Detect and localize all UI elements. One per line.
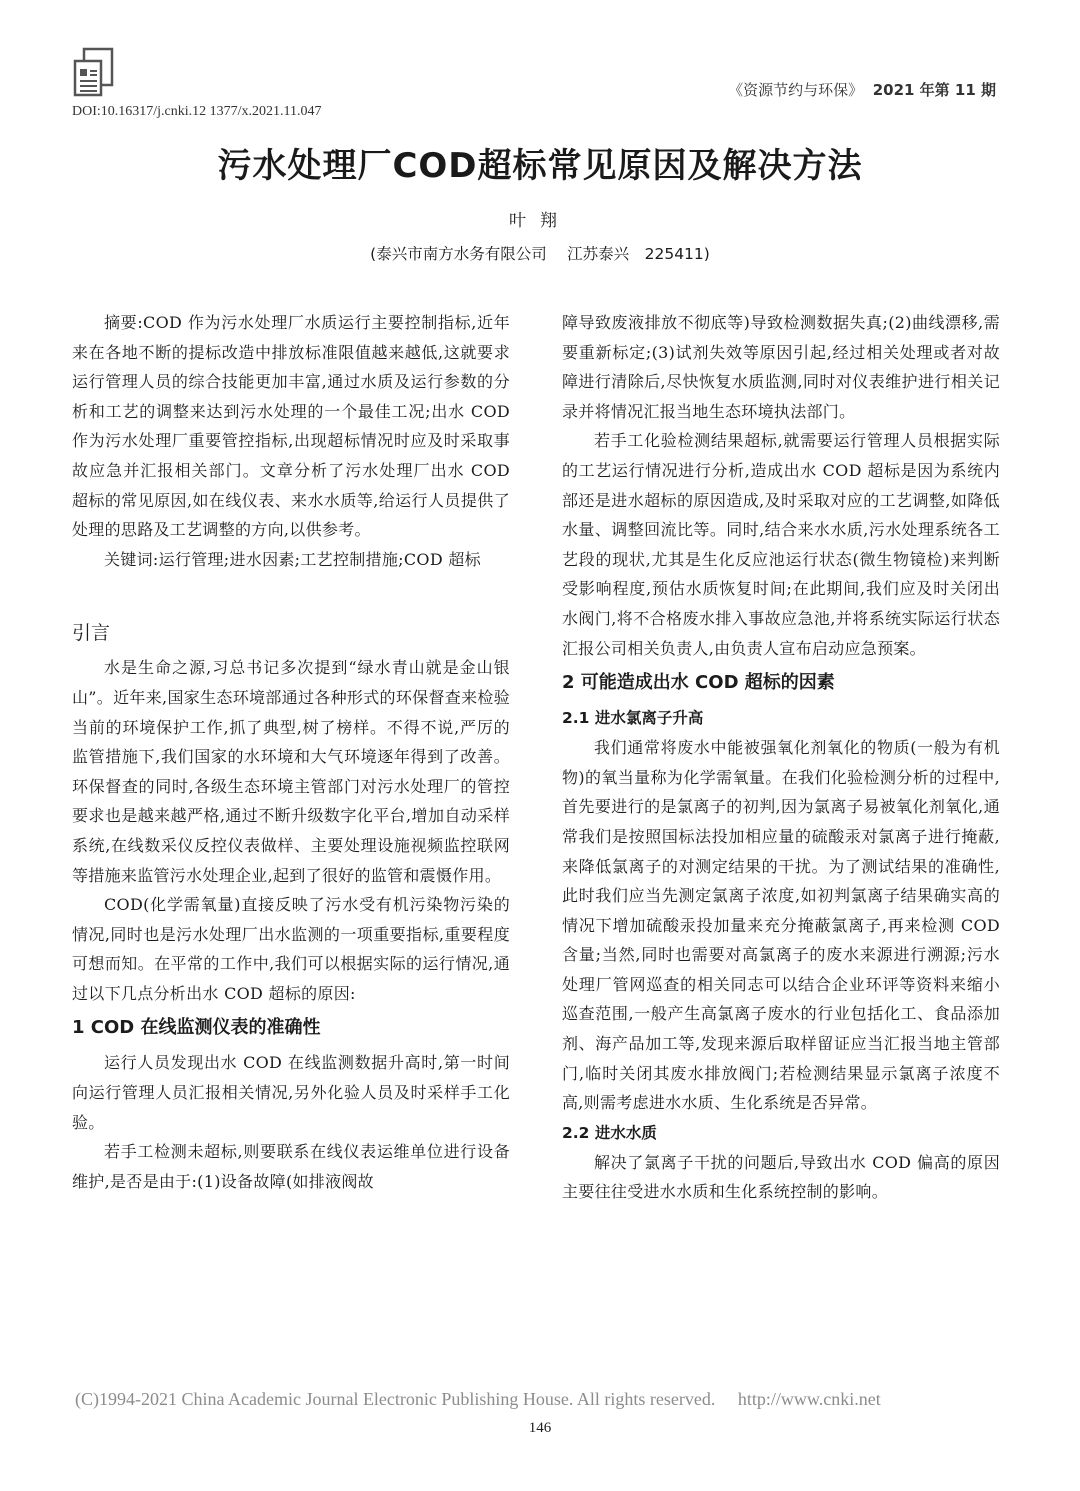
section-2-2-paragraph: 解决了氯离子干扰的问题后,导致出水 COD 偏高的原因主要往往受进水水质和生化系统控制的影响。 [562,1152,1000,1202]
affiliation: (泰兴市南方水务有限公司 江苏泰兴 225411) [370,245,710,263]
journal-name: 《资源节约与环保》 [728,81,864,99]
section-1-paragraph-2: 若手工检测未超标,则要联系在线仪表运维单位进行设备维护,是否是由于:(1)设备故障(如排液阀故 [72,1142,510,1191]
page-number: 146 [528,1420,552,1436]
copyright-footer: (C)1994-2021 China Academic Journal Electronic Publishing House. All rights reserved. http://www.cnki.net [75,1389,881,1409]
author: 叶翔 [509,211,571,231]
journal-issue: 2021 年第 11 期 [872,81,996,99]
section-2-2-heading: 2.2 进水水质 [562,1123,657,1142]
intro-paragraph-2: COD(化学需氧量)直接反映了污水受有机污染物污染的情况,同时也是污水处理厂出水监测的一项重要指标,重要程度可想而知。在平常的工作中,我们可以根据实际的运行情况,通过以下几点分析出水 COD 超标的原因: [72,895,510,1003]
continued-paragraph: 障导致废液排放不彻底等)导致检测数据失真;(2)曲线漂移,需要重新标定;(3)试剂失效等原因引起,经过相关处理或者对故障进行清除后,尽快恢复水质监测,同时对仪表维护进行相关记录并将情况汇报当地生态环境执法部门。 [562,313,1000,421]
journal-logo-icon [72,47,116,99]
paper-title: 污水处理厂COD超标常见原因及解决方法 [217,146,863,186]
section-2-1-paragraph: 我们通常将废水中能被强氧化剂氧化的物质(一般为有机物)的氧当量称为化学需氧量。在我们化验检测分析的过程中,首先要进行的是氯离子的初判,因为氯离子易被氧化剂氧化,通常我们是按照国标法投加相应量的硫酸汞对氯离子进行掩蔽,来降低氯离子的对测定结果的干扰。为了测试结果的准确性,此时我们应当先测定氯离子浓度,如初判氯离子结果确实高的情况下增加硫酸汞投加量来充分掩蔽氯离子,再来检测 COD 含量;当然,同时也需要对高氯离子的废水来源进行溯源;污水处理厂管网巡查的相关同志可以结合企业环评等资料来缩小巡查范围,一般产生高氯离子废水的行业包括化工、食品添加剂、海产品加工等,发现来源后取样留证应当汇报当地主管部门,临时关闭其废水排放阀门;若检测结果显示氯离子浓度不高,则需考虑进水水质、生化系统是否异常。 [562,738,1000,1113]
intro-paragraph-1: 水是生命之源,习总书记多次提到“绿水青山就是金山银山”。近年来,国家生态环境部通过各种形式的环保督查来检验当前的环境保护工作,抓了典型,树了榜样。不得不说,严厉的监管措施下,我们国家的水环境和大气环境逐年得到了改善。环保督查的同时,各级生态环境主管部门对污水处理厂的管控要求也是越来越严格,通过不断升级数字化平台,增加自动采样系统,在线数采仪反控仪表做样、主要处理设施视频监控联网等措施来监管污水处理企业,起到了很好的监管和震慑作用。 [72,658,510,885]
manual-test-paragraph: 若手工化验检测结果超标,就需要运行管理人员根据实际的工艺运行情况进行分析,造成出水 COD 超标是因为系统内部还是进水超标的原因造成,及时采取对应的工艺调整,如降低水量、调整回流比等。同时,结合来水水质,污水处理系统各工艺段的现状,尤其是生化反应池运行状态(微生物镜检)来判断受影响程度,预估水质恢复时间;在此期间,我们应及时关闭出水阀门,将不合格废水排入事故应急池,并将系统实际运行状态汇报公司相关负责人,由负责人宣布启动应急预案。 [562,431,1000,658]
right-column [562,308,1000,1207]
section-1-heading: 1 COD 在线监测仪表的准确性 [72,1017,321,1039]
left-column [72,308,510,1196]
section-2-1-heading: 2.1 进水氯离子升高 [562,709,704,728]
section-2-heading: 2 可能造成出水 COD 超标的因素 [562,672,835,694]
journal-info [728,79,996,100]
section-1-paragraph-1: 运行人员发现出水 COD 在线监测数据升高时,第一时间向运行管理人员汇报相关情况,另外化验人员及时采样手工化验。 [72,1053,510,1132]
doi: DOI:10.16317/j.cnki.12 1377/x.2021.11.047 [72,104,322,119]
intro-heading: 引言 [72,622,111,645]
abstract: 摘要:COD 作为污水处理厂水质运行主要控制指标,近年来在各地不断的提标改造中排放标准限值越来越低,这就要求运行管理人员的综合技能更加丰富,通过水质及运行参数的分析和工艺的调整来达到污水处理的一个最佳工况;出水 COD 作为污水处理厂重要管控指标,出现超标情况时应及时采取事故应急并汇报相关部门。文章分析了污水处理厂出水 COD 超标的常见原因,如在线仪表、来水水质等,给运行人员提供了处理的思路及工艺调整的方向,以供参考。 [72,313,510,540]
keywords: 关键词:运行管理;进水因素;工艺控制措施;COD 超标 [104,549,481,569]
